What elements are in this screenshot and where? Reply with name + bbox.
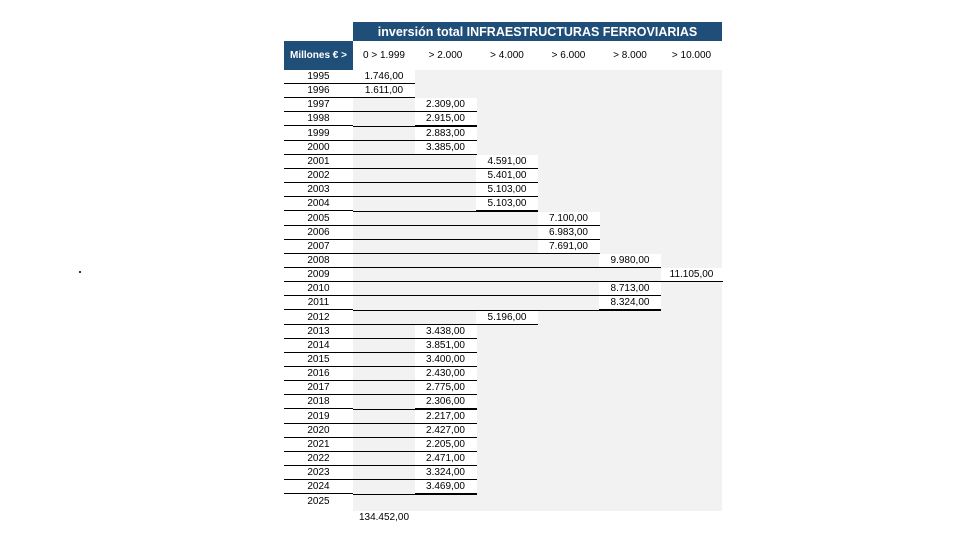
row-value: 2.775,00: [415, 381, 477, 395]
row-value: 2.430,00: [415, 367, 477, 381]
column-header-2: > 2.000: [428, 50, 463, 61]
row-year: 2010: [284, 282, 353, 296]
row-year: 1999: [284, 127, 353, 141]
table-title: inversión total INFRAESTRUCTURAS FERROVIARIAS: [353, 22, 722, 41]
row-year: 2021: [284, 438, 353, 452]
row-year: 2015: [284, 353, 353, 367]
row-year: 2019: [284, 410, 353, 424]
row-value: 1.746,00: [353, 70, 415, 84]
row-value: 2.217,00: [415, 410, 477, 424]
column-header-5: > 8.000: [613, 50, 647, 61]
row-year: 2011: [284, 296, 353, 310]
row-year: 2000: [284, 141, 353, 155]
row-value: 8.324,00: [599, 296, 661, 310]
row-value: 3.851,00: [415, 339, 477, 353]
row-year: 2013: [284, 325, 353, 339]
row-value: 2.205,00: [415, 438, 477, 452]
row-underline: [353, 494, 477, 495]
row-year: 2025: [307, 495, 330, 507]
total-value: 134.452,00: [358, 512, 410, 523]
row-underline: [353, 211, 538, 212]
column-header-3: > 4.000: [490, 50, 524, 61]
stray-dot: [79, 271, 81, 273]
row-year: 2003: [284, 183, 353, 197]
row-year: 2020: [284, 424, 353, 438]
row-underline: [353, 267, 661, 268]
row-value: 3.438,00: [415, 325, 477, 339]
row-value: 6.983,00: [538, 226, 600, 240]
row-year: 2014: [284, 339, 353, 353]
row-year: 1997: [284, 98, 353, 112]
row-value: 2.883,00: [415, 127, 477, 141]
row-year: 2018: [284, 395, 353, 409]
row-year: 2005: [284, 212, 353, 226]
row-underline: [353, 253, 600, 254]
row-value: 2.309,00: [415, 98, 477, 112]
row-year: 2006: [284, 226, 353, 240]
row-year: 2007: [284, 240, 353, 254]
row-year: 1995: [284, 70, 353, 84]
row-year: 2009: [284, 268, 353, 282]
row-value: 9.980,00: [599, 254, 661, 268]
row-year: 2001: [284, 155, 353, 169]
row-year: 2012: [284, 311, 353, 325]
row-year: 2022: [284, 452, 353, 466]
row-value: 2.471,00: [415, 452, 477, 466]
row-year: 1998: [284, 112, 353, 126]
row-underline: [353, 154, 477, 155]
row-underline: [353, 281, 723, 282]
row-value: 5.103,00: [476, 197, 538, 211]
row-value: 3.469,00: [415, 480, 477, 494]
row-year: 2008: [284, 254, 353, 268]
row-year: 2002: [284, 169, 353, 183]
row-value: 3.400,00: [415, 353, 477, 367]
row-value: 3.385,00: [415, 141, 477, 155]
row-value: 2.306,00: [415, 395, 477, 409]
row-value: 8.713,00: [599, 282, 661, 296]
row-value: 5.196,00: [476, 311, 538, 325]
row-value: 1.611,00: [353, 84, 415, 98]
column-header-6: > 10.000: [671, 50, 712, 61]
row-year: 2024: [284, 480, 353, 494]
row-year: 2017: [284, 381, 353, 395]
row-value: 11.105,00: [661, 268, 723, 282]
row-underline: [353, 97, 415, 98]
units-header: Millones € >: [284, 41, 353, 70]
row-value: 7.691,00: [538, 240, 600, 254]
column-header-4: > 6.000: [551, 50, 586, 61]
row-value: 5.401,00: [476, 169, 538, 183]
row-year: 1996: [284, 84, 353, 98]
row-year: 2004: [284, 197, 353, 211]
column-header-1: 0 > 1.999: [363, 50, 405, 61]
row-value: 5.103,00: [476, 183, 538, 197]
row-value: 2.915,00: [415, 112, 477, 126]
row-year: 2016: [284, 367, 353, 381]
row-year: 2023: [284, 466, 353, 480]
row-value: 2.427,00: [415, 424, 477, 438]
row-value: 4.591,00: [476, 155, 538, 169]
data-area: [353, 70, 722, 511]
row-value: 7.100,00: [538, 212, 600, 226]
row-value: 3.324,00: [415, 466, 477, 480]
